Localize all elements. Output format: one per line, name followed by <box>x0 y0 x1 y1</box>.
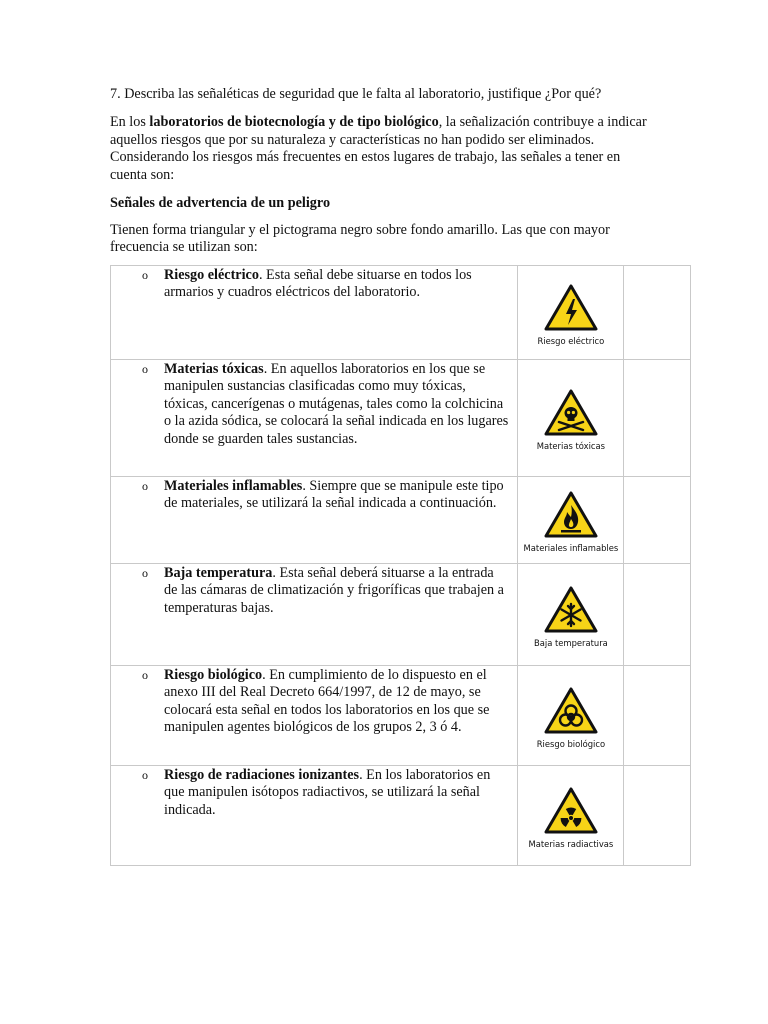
sign-text: . En aquellos laboratorios en los que se manipulen sustancias clasificadas como muy tóxicas, tóxicas, cancerígenas o mutágenas, tales como la colchicina o la azida sódica, se colocará la señal indicada en los lugares donde se guarden tales sustancias. <box>164 361 509 447</box>
intro-text-bold: laboratorios de biotecnología y de tipo biológico <box>149 114 439 131</box>
bullet-marker: o <box>142 479 148 493</box>
sign-title: Riesgo de radiaciones ionizantes <box>164 767 360 783</box>
sign-text: . Siempre que se manipule este tipo de materiales, se utilizará la señal indicada a continuación. <box>164 478 504 512</box>
sign-image-cell <box>518 266 624 360</box>
sign-image-cell <box>518 766 624 866</box>
section-title: Señales de advertencia de un peligro <box>110 195 331 212</box>
table-row <box>111 266 691 360</box>
sign-title: Riesgo eléctrico <box>164 267 259 283</box>
sign-title: Baja temperatura <box>164 565 273 581</box>
biohazard-warning-icon <box>544 687 598 735</box>
sign-caption: Materiales inflamables <box>523 543 619 553</box>
sign-description-cell <box>111 766 518 866</box>
sign-caption: Baja temperatura <box>534 637 608 648</box>
sign-image-cell <box>518 360 624 477</box>
sign-title: Riesgo biológico <box>164 667 263 683</box>
sign-image-cell <box>518 666 624 766</box>
sign-title: Materias tóxicas <box>164 361 264 377</box>
flammable-warning-icon <box>544 491 598 539</box>
toxic-warning-icon <box>544 389 598 437</box>
electric-warning-icon <box>544 284 598 332</box>
table-row <box>111 360 691 477</box>
document-body <box>110 86 658 268</box>
bullet-marker: o <box>142 668 148 682</box>
sign-text: . En cumplimiento de lo dispuesto en el anexo III del Real Decreto 664/1997, de 12 de mayo, se colocará esta señal en todos los laboratorios en los que se manipulen agentes biológicos de los grupos 2, 3 ó 4. <box>164 667 490 736</box>
table-row <box>111 477 691 564</box>
section-description: Tienen forma triangular y el pictograma negro sobre fondo amarillo. Las que con mayor frecuencia se utilizan son: <box>110 222 610 256</box>
radiation-warning-icon <box>544 787 598 835</box>
sign-description-cell <box>111 666 518 766</box>
low-temperature-warning-icon <box>544 586 598 634</box>
sign-text: . Esta señal deberá situarse a la entrada de las cámaras de climatización y frigoríficas que trabajen a temperaturas bajas. <box>164 565 504 616</box>
sign-image-cell <box>518 477 624 564</box>
sign-caption: Riesgo biológico <box>536 738 606 749</box>
question-heading: 7. Describa las señaléticas de seguridad que le falta al laboratorio, justifique ¿Por qué? <box>110 86 602 102</box>
sign-description-cell <box>111 477 518 564</box>
sign-text: . Esta señal debe situarse en todos los armarios y cuadros eléctricos del laboratorio. <box>164 267 472 301</box>
sign-image-cell <box>518 564 624 666</box>
sign-description-cell <box>111 266 518 360</box>
bullet-marker: o <box>142 268 148 282</box>
sign-caption: Materias radiactivas <box>528 838 614 849</box>
table-row <box>111 666 691 766</box>
intro-paragraph <box>110 114 658 184</box>
bullet-marker: o <box>142 566 148 580</box>
warning-signs-table <box>110 265 691 866</box>
bullet-marker: o <box>142 362 148 376</box>
sign-description-cell <box>111 360 518 477</box>
intro-text-post: , la señalización contribuye a indicar aquellos riesgos que por su naturaleza y características no han podido ser eliminados. Considerando los riesgos más frecuentes en estos lugares de trabajo, las señales a tener en cuenta son: <box>110 114 647 183</box>
table-row <box>111 766 691 866</box>
intro-text-pre: En los <box>110 114 150 131</box>
sign-caption: Materias tóxicas <box>536 441 606 451</box>
sign-text: . En los laboratorios en que manipulen isótopos radiactivos, se utilizará la señal indicada. <box>164 767 491 818</box>
sign-caption: Riesgo eléctrico <box>537 335 605 346</box>
sign-description-cell <box>111 564 518 666</box>
table-row <box>111 564 691 666</box>
sign-title: Materiales inflamables <box>164 478 303 494</box>
bullet-marker: o <box>142 768 148 782</box>
